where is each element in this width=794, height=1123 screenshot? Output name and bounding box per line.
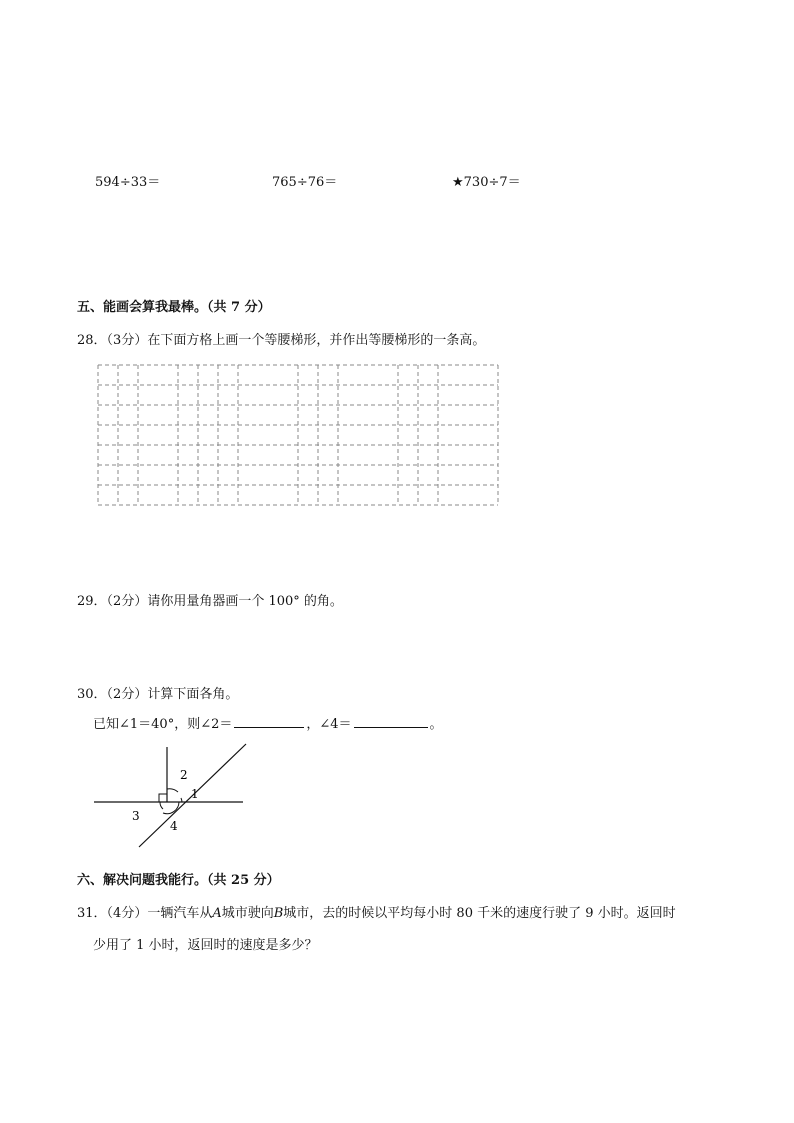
question-28: 28．（3分）在下面方格上画一个等腰梯形，并作出等腰梯形的一条高。 [77, 333, 486, 348]
question-30: 30．（2分）计算下面各角。 [77, 687, 239, 702]
given-prefix: 已知∠1＝40°，则∠2＝ [93, 717, 233, 732]
q31-text-a: 31．（4分）一辆汽车从 [77, 906, 213, 921]
angle-figure [90, 742, 250, 852]
city-b: B [273, 906, 284, 921]
angle-label-2: 2 [180, 768, 188, 782]
q31-text-c: 城市，去的时候以平均每小时 80 千米的速度行驶了 9 小时。返回时 [283, 906, 676, 921]
angle-label-3: 3 [132, 809, 140, 823]
section-6-title: 六、解决问题我能行。（共 25 分） [77, 873, 280, 888]
city-a: A [212, 906, 222, 921]
question-31-line1 [77, 902, 676, 921]
angle-label-4: 4 [170, 819, 178, 833]
q31-text-b: 城市驶向 [221, 906, 274, 921]
given-suffix: 。 [429, 717, 443, 732]
arc-angle-2 [167, 789, 178, 792]
answer-blank-angle-2[interactable] [234, 715, 304, 728]
question-30-given [93, 713, 443, 732]
given-middle: ，∠4＝ [306, 717, 352, 732]
answer-blank-angle-4[interactable] [354, 715, 428, 728]
right-angle-mark [159, 794, 167, 802]
calc-item-3: ★730÷7＝ [452, 175, 521, 190]
question-29: 29．（2分）请你用量角器画一个 100° 的角。 [77, 594, 343, 609]
dashed-grid[interactable] [96, 364, 500, 507]
question-31-line2: 少用了 1 小时，返回时的速度是多少？ [93, 938, 318, 953]
calc-item-1: 594÷33＝ [95, 175, 161, 190]
section-5-title: 五、能画会算我最棒。（共 7 分） [77, 300, 271, 315]
angle-label-1: 1 [191, 787, 199, 801]
arc-angle-3 [160, 802, 163, 809]
calc-item-2: 765÷76＝ [272, 175, 338, 190]
arc-angle-4 [163, 802, 179, 814]
